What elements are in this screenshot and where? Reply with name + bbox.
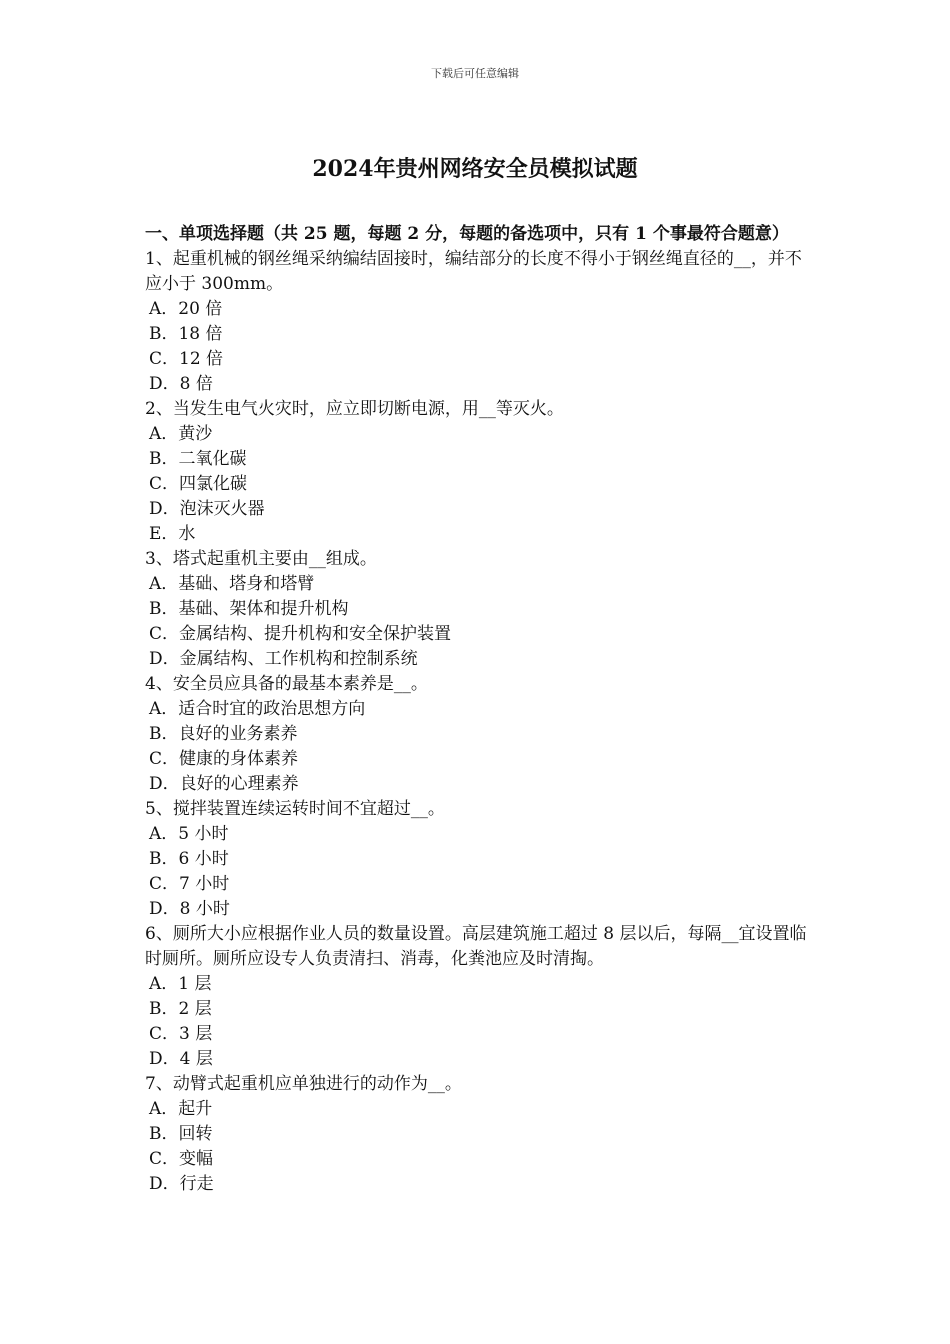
- question-text: 4、安全员应具备的最基本素养是__。: [145, 674, 428, 694]
- document-body: [145, 222, 810, 1197]
- answer-option: A．起升: [149, 1099, 213, 1119]
- question-5: [145, 797, 810, 922]
- answer-option: B．回转: [149, 1124, 213, 1144]
- answer-option: A．5 小时: [149, 824, 229, 844]
- answer-option: D．行走: [149, 1174, 214, 1194]
- answer-option: A．1 层: [149, 974, 212, 994]
- answer-option: C．四氯化碳: [149, 474, 248, 494]
- answer-option: D．良好的心理素养: [149, 774, 299, 794]
- question-text: 6、厕所大小应根据作业人员的数量设置。高层建筑施工超过 8 层以后，每隔__宜设置临时厕所。厕所应设专人负责清扫、消毒，化粪池应及时清掏。: [145, 924, 807, 969]
- answer-option: B．良好的业务素养: [149, 724, 298, 744]
- answer-option: D．8 小时: [149, 899, 230, 919]
- answer-option: D．8 倍: [149, 374, 213, 394]
- option-list: [145, 297, 810, 397]
- question-list: [145, 247, 810, 1197]
- answer-option: C．7 小时: [149, 874, 230, 894]
- question-6: [145, 922, 810, 1072]
- page-header-note: 下载后可任意编辑: [431, 67, 519, 80]
- question-text: 5、搅拌装置连续运转时间不宜超过__。: [145, 799, 445, 819]
- answer-option: C．12 倍: [149, 349, 224, 369]
- answer-option: C．金属结构、提升机构和安全保护装置: [149, 624, 452, 644]
- answer-option: D．泡沫灭火器: [149, 499, 265, 519]
- question-7: [145, 1072, 810, 1197]
- question-3: [145, 547, 810, 672]
- answer-option: B．18 倍: [149, 324, 223, 344]
- answer-option: E．水: [149, 524, 196, 544]
- answer-option: B．2 层: [149, 999, 212, 1019]
- answer-option: B．二氧化碳: [149, 449, 247, 469]
- answer-option: D．4 层: [149, 1049, 213, 1069]
- question-1: [145, 247, 810, 397]
- question-text: 1、起重机械的钢丝绳采纳编结固接时，编结部分的长度不得小于钢丝绳直径的__，并不应小于 300mm。: [145, 249, 802, 294]
- answer-option: A．黄沙: [149, 424, 213, 444]
- option-list: [145, 1097, 810, 1197]
- answer-option: A．适合时宜的政治思想方向: [149, 699, 366, 719]
- section-heading: 一、单项选择题（共 25 题，每题 2 分，每题的备选项中，只有 1 个事最符合题意）: [145, 224, 789, 244]
- question-2: [145, 397, 810, 547]
- answer-option: C．健康的身体素养: [149, 749, 299, 769]
- question-text: 7、动臂式起重机应单独进行的动作为__。: [145, 1074, 462, 1094]
- option-list: [145, 422, 810, 547]
- answer-option: A．20 倍: [149, 299, 223, 319]
- document-title: 2024年贵州网络安全员模拟试题: [312, 156, 638, 182]
- question-text: 3、塔式起重机主要由__组成。: [145, 549, 377, 569]
- option-list: [145, 572, 810, 672]
- answer-option: B．基础、架体和提升机构: [149, 599, 349, 619]
- question-4: [145, 672, 810, 797]
- option-list: [145, 822, 810, 922]
- option-list: [145, 697, 810, 797]
- answer-option: A．基础、塔身和塔臂: [149, 574, 315, 594]
- option-list: [145, 972, 810, 1072]
- question-text: 2、当发生电气火灾时，应立即切断电源，用__等灭火。: [145, 399, 564, 419]
- answer-option: C．3 层: [149, 1024, 213, 1044]
- answer-option: D．金属结构、工作机构和控制系统: [149, 649, 418, 669]
- answer-option: C．变幅: [149, 1149, 214, 1169]
- answer-option: B．6 小时: [149, 849, 229, 869]
